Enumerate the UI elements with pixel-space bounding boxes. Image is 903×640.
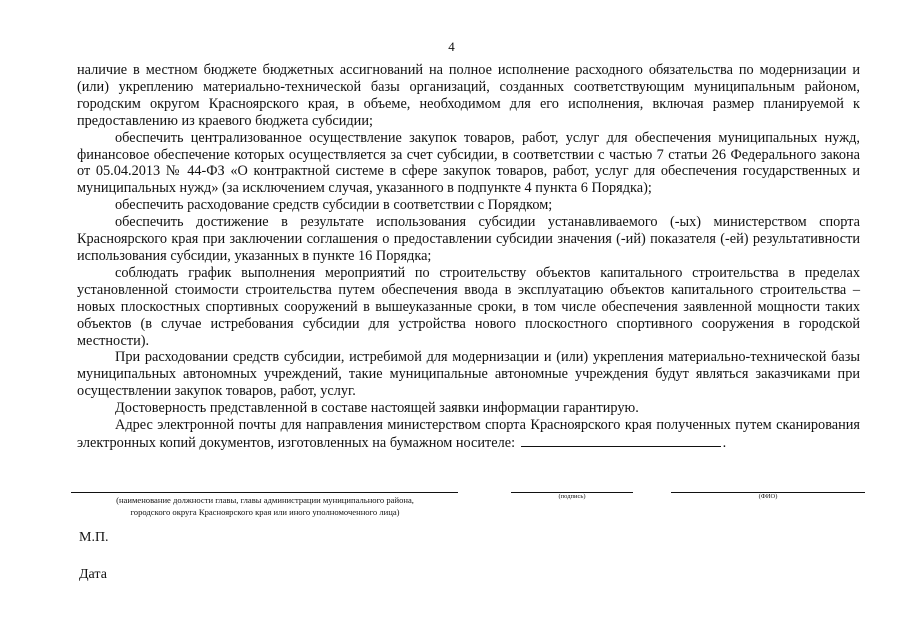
email-paragraph-text: Адрес электронной почты для направления министерством спорта Красноярского края полученных путем сканирования электронных копий документов, изготовленных на бумажном носителе:: [77, 417, 860, 451]
page-number: 4: [448, 39, 455, 54]
paragraph-results: обеспечить достижение в результате использования субсидии устанавливаемого (-ых) министерством спорта Красноярского края при заключении соглашения о предоставлении субсидии значения (-ий) показателя (-ей) результативности использования субсидии, указанных в пункте 16 Порядка;: [77, 214, 860, 264]
paragraph-schedule: соблюдать график выполнения мероприятий по строительству объектов капитального строительства в пределах установленной стоимости строительства путем обеспечения ввода в эксплуатацию объектов капитального строительства – новых плоскостных спортивных сооружений в вышеуказанные сроки, в том числе обеспечения заявленной мощности таких объектов (в случае истребования субсидии для устройства нового плоскостного спортивного сооружения в городской местности).: [77, 264, 860, 349]
stamp-label: М.П.: [79, 530, 109, 545]
date-label: Дата: [79, 567, 107, 582]
paragraph-spending: обеспечить расходование средств субсидии в соответствии с Порядком;: [115, 197, 553, 214]
signature-caption: (подпись): [558, 493, 586, 500]
paragraph-autonomous: При расходовании средств субсидии, истребимой для модернизации и (или) укрепления материально-технической базы муниципальных автономных учреждений, такие муниципальные автономные учреждения будут являться заказчиками при осуществлении закупок товаров, работ, услуг.: [77, 349, 860, 400]
position-signature-line: [71, 492, 458, 493]
email-paragraph-end: .: [722, 434, 727, 451]
paragraph-procurement: обеспечить централизованное осуществление закупок товаров, работ, услуг для обеспечения муниципальных нужд, финансовое обеспечение которых осуществляется за счет субсидии, в соответствии с частью 7 статьи 26 Федерального закона от 05.04.2013 № 44-ФЗ «О контрактной системе в сфере закупок товаров, работ, услуг для обеспечения государственных и муниципальных нужд» (за исключением случая, указанного в подпункте 4 пункта 6 Порядка);: [77, 129, 860, 197]
paragraph-reliability: Достоверность представленной в составе настоящей заявки информации гарантирую.: [115, 400, 639, 417]
paragraph-budget: наличие в местном бюджете бюджетных ассигнований на полное исполнение расходного обязательства по модернизации и (или) укреплению материально-технической базы организаций, созданных соответствующим муниципальным районом, городским округом Красноярского края, в объеме, необходимом для его исполнения, включая размер планируемой к предоставлению из краевого бюджета субсидии;: [77, 62, 860, 129]
position-caption: (наименование должности главы, главы администрации муниципального района, городского округа Красноярского края или иного уполномоченного лица): [116, 495, 414, 517]
name-caption: (ФИО): [758, 493, 778, 500]
